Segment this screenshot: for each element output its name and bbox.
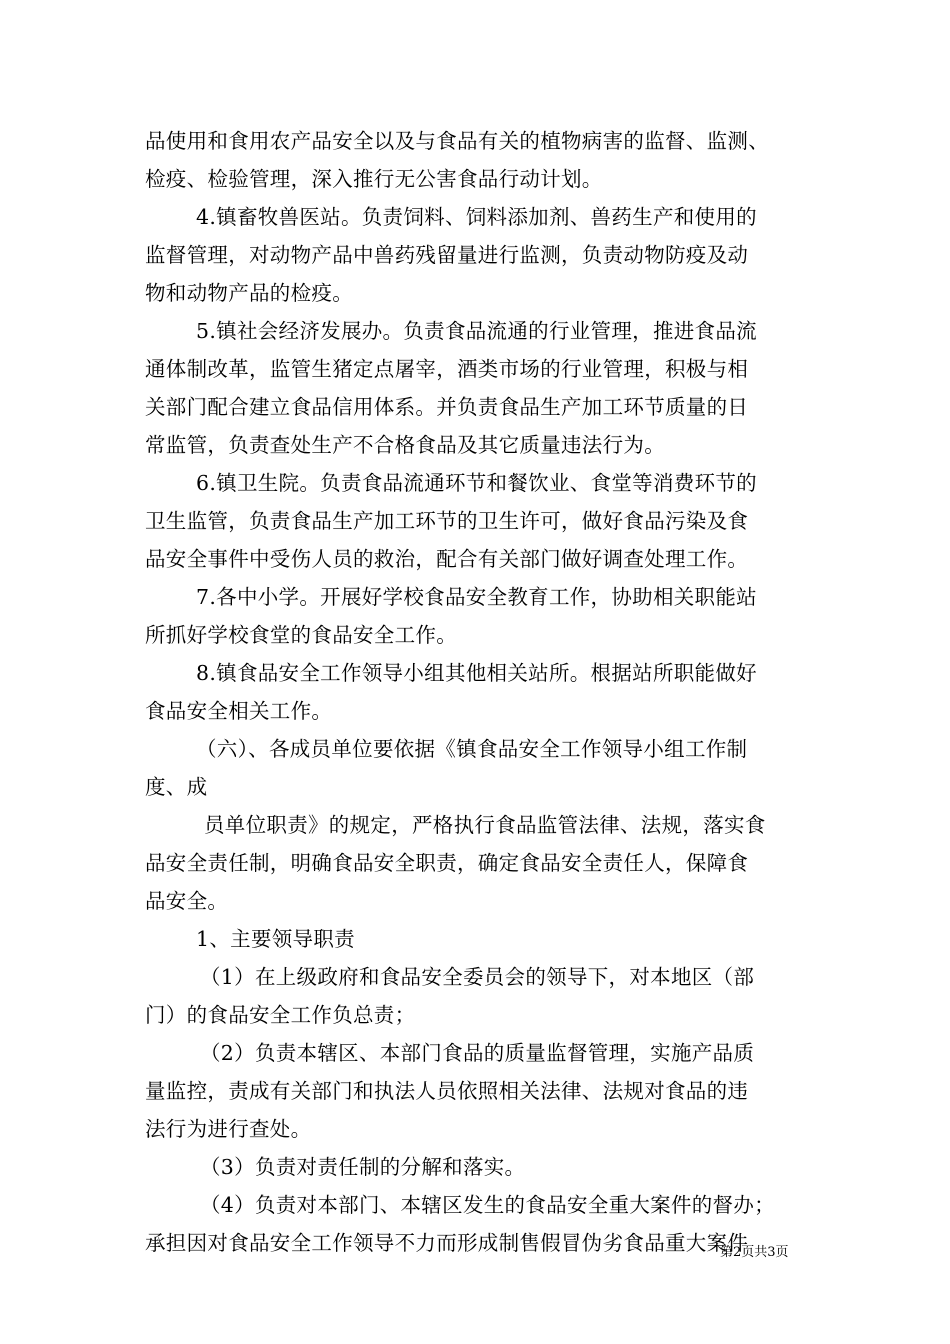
text-line: 7.各中小学。开展好学校食品安全教育工作，协助相关职能站 — [196, 585, 757, 609]
text-line: 承担因对食品安全工作领导不力而形成制售假冒伪劣食品重大案件 — [145, 1231, 749, 1255]
text-line: （3）负责对责任制的分解和落实。 — [200, 1155, 526, 1179]
page-number: 第2页共3页 — [720, 1245, 789, 1260]
text-line: 5.镇社会经济发展办。负责食品流通的行业管理，推进食品流 — [196, 319, 757, 343]
text-line: 品使用和食用农产品安全以及与食品有关的植物病害的监督、监测、 — [145, 129, 769, 153]
text-line: 量监控，责成有关部门和执法人员依照相关法律、法规对食品的违 — [145, 1079, 749, 1103]
text-line: （六）、各成员单位要依据《镇食品安全工作领导小组工作制 — [196, 737, 748, 761]
text-line: 4.镇畜牧兽医站。负责饲料、饲料添加剂、兽药生产和使用的 — [196, 205, 757, 229]
text-line: 卫生监管，负责食品生产加工环节的卫生许可，做好食品污染及食 — [145, 509, 749, 533]
text-line: 品安全。 — [145, 889, 229, 913]
text-line: （2）负责本辖区、本部门食品的质量监督管理，实施产品质 — [200, 1041, 755, 1065]
text-line: 监督管理，对动物产品中兽药残留量进行监测，负责动物防疫及动 — [145, 243, 749, 267]
text-line: 通体制改革，监管生猪定点屠宰，酒类市场的行业管理，积极与相 — [145, 357, 749, 381]
text-line: 检疫、检验管理，深入推行无公害食品行动计划。 — [145, 167, 603, 191]
text-line: 物和动物产品的检疫。 — [145, 281, 353, 305]
text-line: 员单位职责》的规定，严格执行食品监管法律、法规，落实食 — [204, 813, 766, 837]
text-line: 品安全事件中受伤人员的救治，配合有关部门做好调查处理工作。 — [145, 547, 749, 571]
text-line: 常监管，负责查处生产不合格食品及其它质量违法行为。 — [145, 433, 665, 457]
text-line: 8.镇食品安全工作领导小组其他相关站所。根据站所职能做好 — [196, 661, 757, 685]
text-line: 食品安全相关工作。 — [145, 699, 333, 723]
text-line: （4）负责对本部门、本辖区发生的食品安全重大案件的督办； — [200, 1193, 775, 1217]
text-line: 门）的食品安全工作负总责； — [145, 1003, 416, 1027]
text-line: 所抓好学校食堂的食品安全工作。 — [145, 623, 457, 647]
text-line: 6.镇卫生院。负责食品流通环节和餐饮业、食堂等消费环节的 — [196, 471, 757, 495]
text-line: 关部门配合建立食品信用体系。并负责食品生产加工环节质量的日 — [145, 395, 749, 419]
text-line: 法行为进行查处。 — [145, 1117, 312, 1141]
text-line: （1）在上级政府和食品安全委员会的领导下，对本地区（部 — [200, 965, 755, 989]
text-line: 度、成 — [145, 775, 208, 799]
text-line: 1、主要领导职责 — [196, 927, 355, 951]
text-line: 品安全责任制，明确食品安全职责，确定食品安全责任人，保障食 — [145, 851, 749, 875]
